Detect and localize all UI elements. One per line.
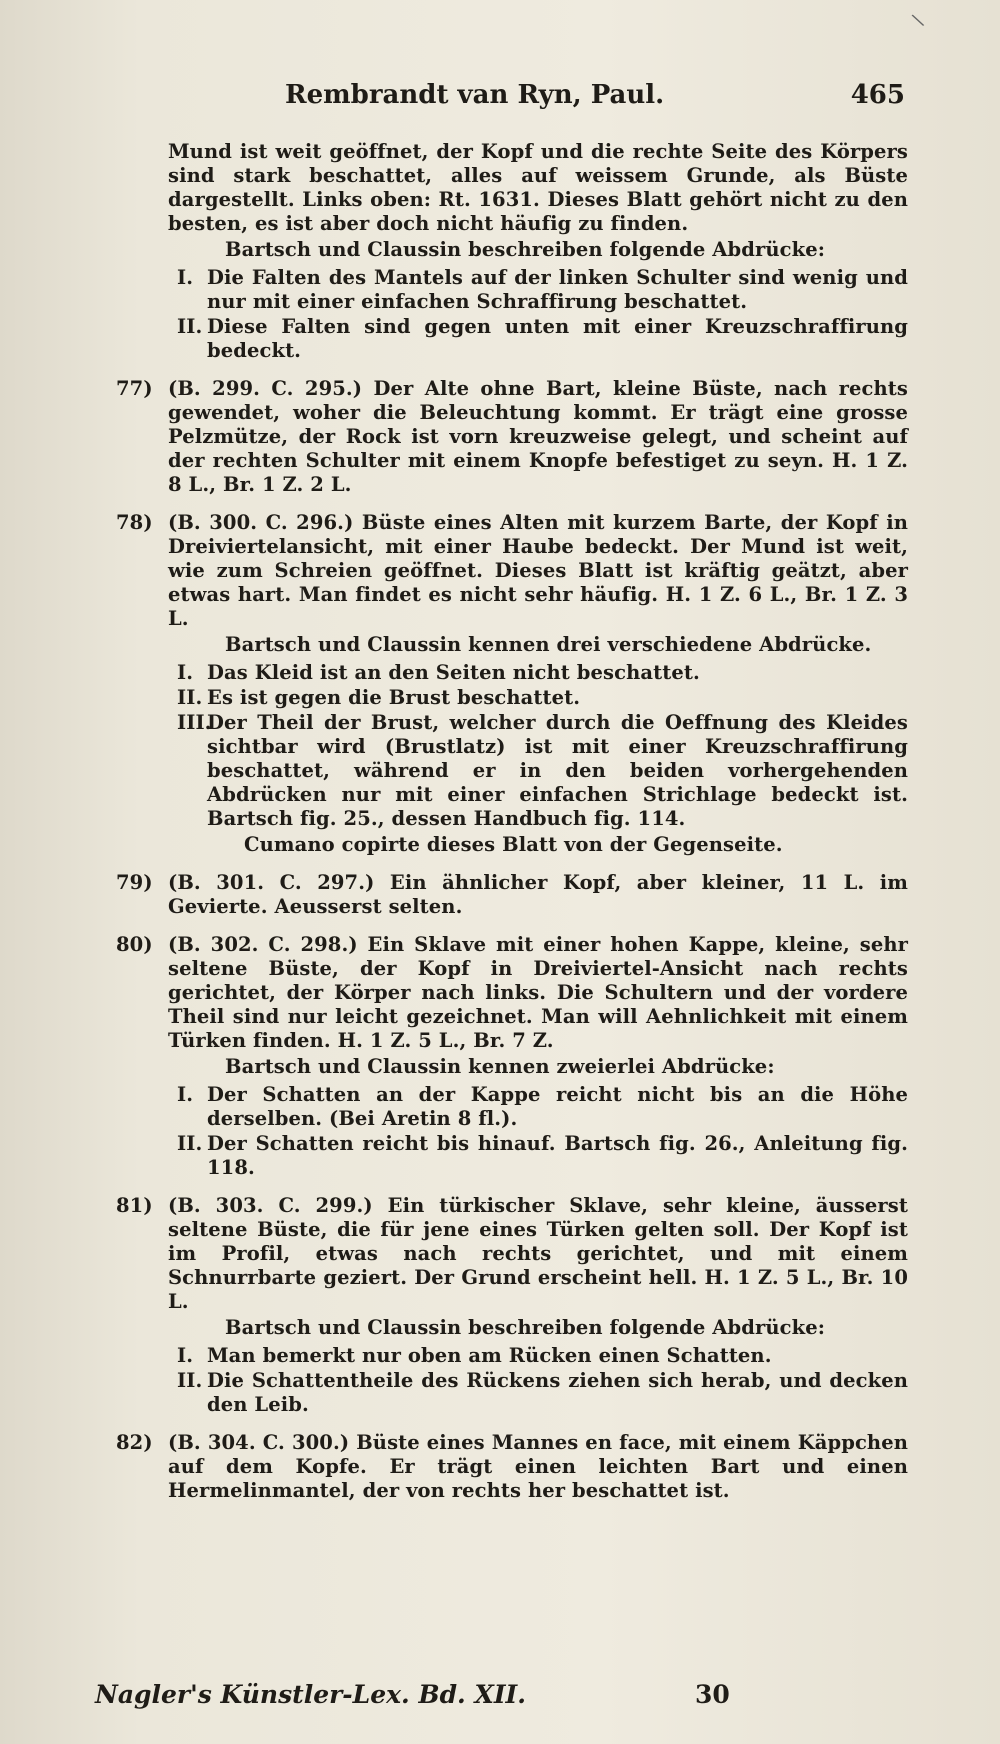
entry-number: 78) xyxy=(116,511,153,534)
state-text: Der Theil der Brust, welcher durch die Oeffnung des Kleides sichtbar wird (Brustlatz) ist mit einer Kreuzschraffirung beschattet, während er in den beiden vorhergehenden Abdrücken nur mit einer einfachen Strichlage bedeckt ist. Bartsch fig. 25., dessen Handbuch fig. 114. xyxy=(207,711,908,830)
intro-paragraph: Mund ist weit geöffnet, der Kopf und die rechte Seite des Körpers sind stark beschattet, alles auf weissem Grunde, als Büste dargestellt. Links oben: Rt. 1631. Dieses Blatt gehört nicht zu den besten, es ist aber doch nicht häufig zu finden. xyxy=(168,140,908,235)
catalog-entry xyxy=(116,511,908,857)
entry-text: (B. 300. C. 296.) Büste eines Alten mit kurzem Barte, der Kopf in Dreiviertelansicht, mit einer Haube bedeckt. Der Mund ist weit, wie zum Schreien geöffnet. Dieses Blatt ist kräftig geätzt, aber etwas hart. Man findet es nicht sehr häufig. H. 1 Z. 6 L., Br. 1 Z. 3 L. xyxy=(168,511,908,630)
state-list xyxy=(168,1344,908,1417)
corner-mark: \ xyxy=(910,9,926,32)
catalog-entry xyxy=(116,1194,908,1417)
header-title: Rembrandt van Ryn, Paul. xyxy=(285,80,665,110)
state-text: Diese Falten sind gegen unten mit einer Kreuzschraffirung bedeckt. xyxy=(207,315,908,362)
abdruecke-intro: Bartsch und Claussin kennen drei verschiedene Abdrücke. xyxy=(225,633,872,656)
state-text: Der Schatten an der Kappe reicht nicht bis an die Höhe derselben. (Bei Aretin 8 fl.). xyxy=(207,1083,908,1130)
entry-text: (B. 301. C. 297.) Ein ähnlicher Kopf, aber kleiner, 11 L. im Gevierte. Aeusserst selten. xyxy=(168,871,908,918)
abdruecke-intro: Bartsch und Claussin kennen zweierlei Abdrücke: xyxy=(225,1055,775,1078)
state-numeral: II. xyxy=(177,1132,203,1155)
state-item xyxy=(168,1344,908,1368)
state-text: Der Schatten reicht bis hinauf. Bartsch fig. 26., Anleitung fig. 118. xyxy=(207,1132,908,1179)
state-item xyxy=(168,1369,908,1417)
state-list xyxy=(168,1083,908,1180)
catalog-entry xyxy=(116,871,908,919)
state-item xyxy=(168,686,908,710)
page-number: 465 xyxy=(850,80,905,110)
state-text: Es ist gegen die Brust beschattet. xyxy=(207,686,581,709)
entry-number: 80) xyxy=(116,933,153,956)
folio-number: 30 xyxy=(695,1680,730,1709)
entry-number: 79) xyxy=(116,871,153,894)
state-text: Die Schattentheile des Rückens ziehen sich herab, und decken den Leib. xyxy=(207,1369,908,1416)
state-list xyxy=(168,661,908,831)
entry-text: (B. 304. C. 300.) Büste eines Mannes en face, mit einem Käppchen auf dem Kopfe. Er trägt einen leichten Bart und einen Hermelinmantel, der von rechts her beschattet ist. xyxy=(168,1431,908,1502)
state-text: Man bemerkt nur oben am Rücken einen Schatten. xyxy=(207,1344,772,1367)
catalog-entry xyxy=(116,377,908,497)
state-numeral: I. xyxy=(177,661,194,684)
entry-note: Cumano copirte dieses Blatt von der Gegenseite. xyxy=(244,833,783,856)
state-text: Die Falten des Mantels auf der linken Schulter sind wenig und nur mit einer einfachen Schraffirung beschattet. xyxy=(207,266,908,313)
catalog-entry xyxy=(116,933,908,1180)
entry-text: (B. 299. C. 295.) Der Alte ohne Bart, kleine Büste, nach rechts gewendet, woher die Beleuchtung kommt. Er trägt eine grosse Pelzmütze, der Rock ist vorn kreuzweise gelegt, und scheint auf der rechten Schulter mit einem Knopfe befestiget zu seyn. H. 1 Z. 8 L., Br. 1 Z. 2 L. xyxy=(168,377,908,496)
page-body xyxy=(116,140,908,1503)
state-numeral: I. xyxy=(177,266,194,289)
entry-number: 77) xyxy=(116,377,153,400)
state-numeral: I. xyxy=(177,1083,194,1106)
catalog-entry xyxy=(116,1431,908,1503)
state-numeral: II. xyxy=(177,686,203,709)
abdruecke-intro: Bartsch und Claussin beschreiben folgende Abdrücke: xyxy=(225,1316,826,1339)
page-footer xyxy=(95,1680,735,1709)
state-item xyxy=(168,315,908,363)
state-item xyxy=(168,661,908,685)
state-numeral: II. xyxy=(177,1369,203,1392)
state-item xyxy=(168,1083,908,1131)
signature-mark: Nagler's Künstler-Lex. Bd. XII. xyxy=(95,1680,526,1709)
state-item xyxy=(168,266,908,314)
entry-number: 81) xyxy=(116,1194,153,1217)
state-numeral: III. xyxy=(177,711,212,734)
state-numeral: I. xyxy=(177,1344,194,1367)
state-item xyxy=(168,1132,908,1180)
entry-text: (B. 303. C. 299.) Ein türkischer Sklave, sehr kleine, äusserst seltene Büste, die für jene eines Türken gelten soll. Der Kopf ist im Profil, etwas nach rechts gerichtet, und mit einem Schnurrbarte geziert. Der Grund erscheint hell. H. 1 Z. 5 L., Br. 10 L. xyxy=(168,1194,908,1313)
entry-number: 82) xyxy=(116,1431,153,1454)
abdruecke-intro: Bartsch und Claussin beschreiben folgende Abdrücke: xyxy=(225,238,826,261)
state-numeral: II. xyxy=(177,315,203,338)
entry-text: (B. 302. C. 298.) Ein Sklave mit einer hohen Kappe, kleine, sehr seltene Büste, der Kopf in Dreiviertel-Ansicht nach rechts gerichtet, der Körper nach links. Die Schultern und der vordere Theil sind nur leicht gezeichnet. Man will Aehnlichkeit mit einem Türken finden. H. 1 Z. 5 L., Br. 7 Z. xyxy=(168,933,908,1052)
state-list xyxy=(168,266,908,363)
state-item xyxy=(168,711,908,831)
state-text: Das Kleid ist an den Seiten nicht beschattet. xyxy=(207,661,700,684)
